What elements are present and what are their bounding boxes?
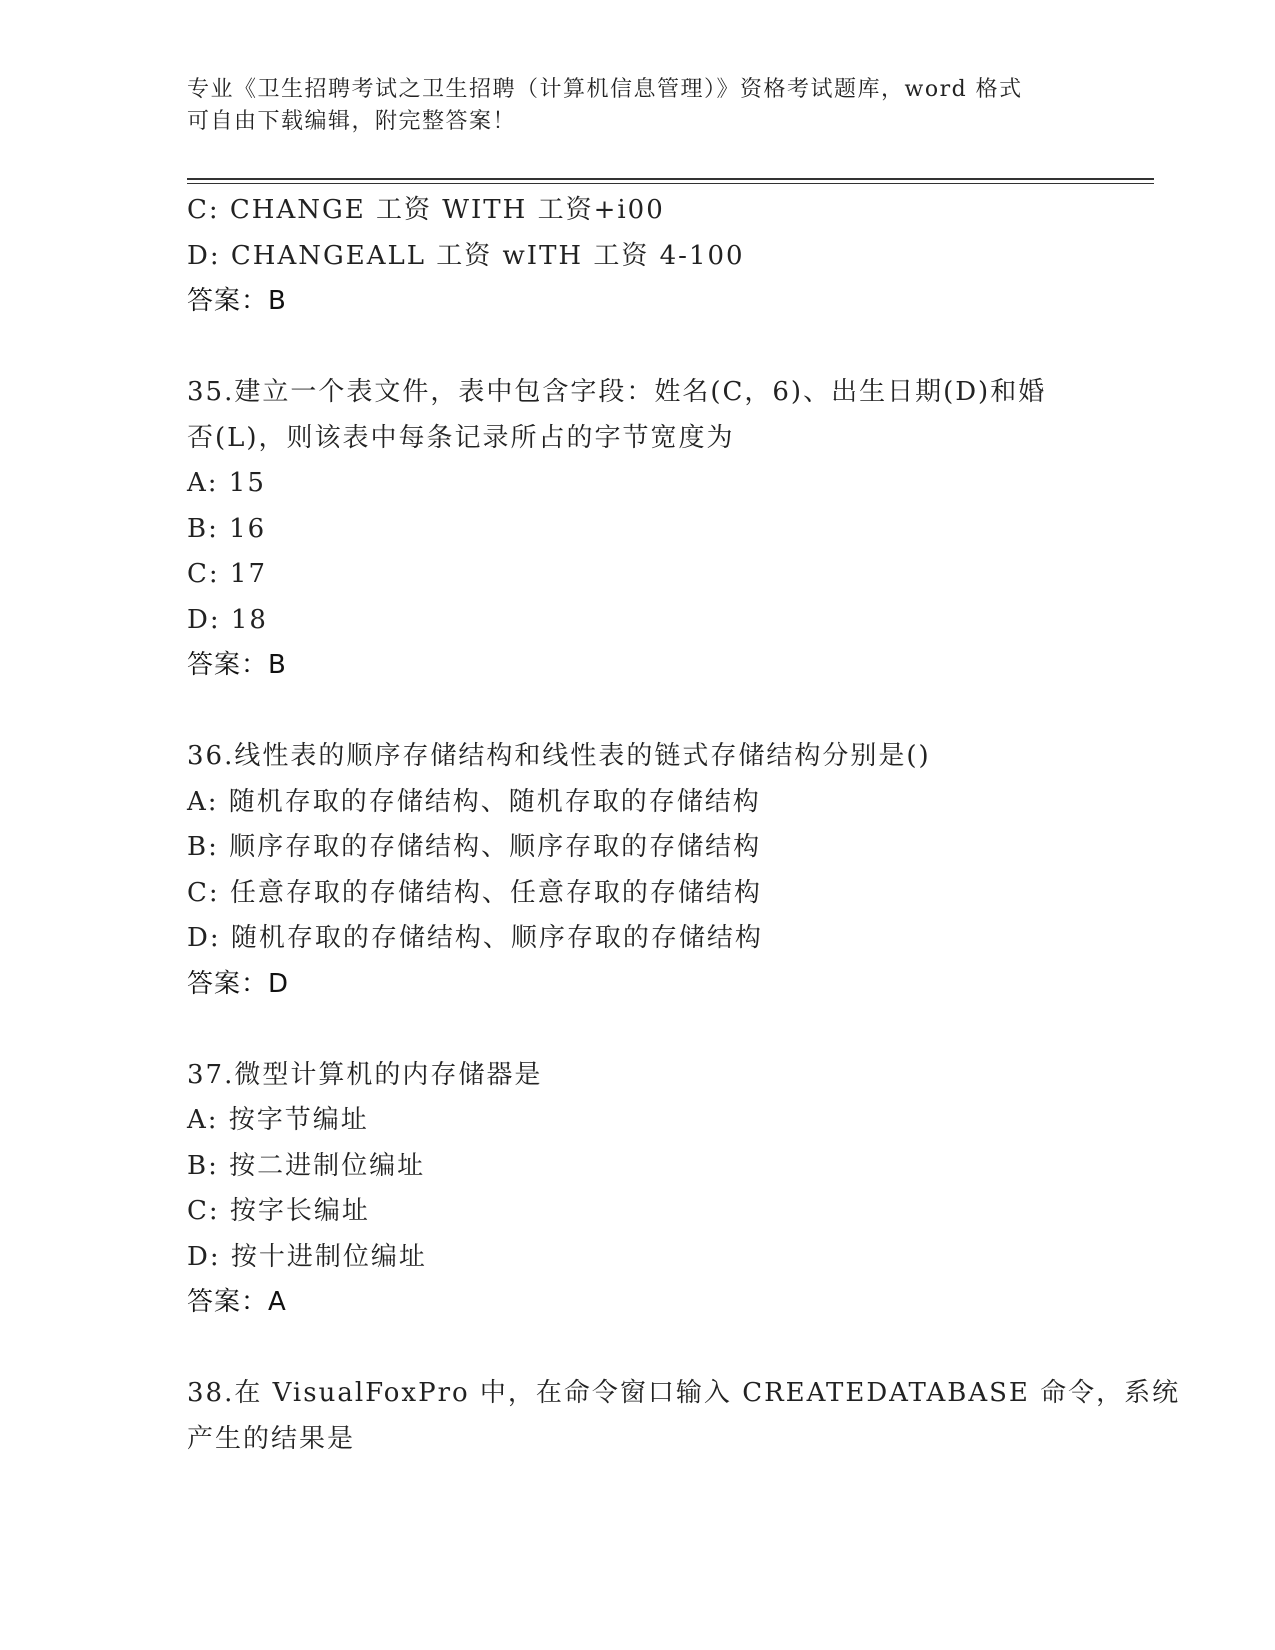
question-35 [187, 370, 1087, 689]
spacer [187, 325, 1087, 371]
question-34-continuation [187, 188, 1087, 325]
question-stem: 38.在 VisualFoxPro 中，在命令窗口输入 CREATEDATABASE 命令，系统 [187, 1378, 1181, 1408]
option-b: B: 顺序存取的存储结构、顺序存取的存储结构 [187, 832, 762, 862]
question-37 [187, 1053, 1087, 1326]
header-line-2: 可自由下载编辑，附完整答案！ [187, 109, 517, 134]
option-a: A: 按字节编址 [187, 1105, 369, 1135]
option-b: B: 16 [187, 513, 267, 544]
question-list [187, 188, 1181, 1462]
spacer [187, 1326, 1087, 1372]
question-stem: 否(L)，则该表中每条记录所占的字节宽度为 [187, 422, 735, 453]
spacer [187, 1007, 1087, 1053]
question-stem: 36.线性表的顺序存储结构和线性表的链式存储结构分别是() [187, 741, 931, 771]
answer-line: 答案：B [187, 650, 287, 680]
question-stem: 35.建立一个表文件，表中包含字段：姓名(C，6)、出生日期(D)和婚 [187, 377, 1047, 407]
option-d: D: CHANGEALL 工资 wITH 工资 4-100 [187, 240, 745, 271]
page-header [187, 74, 1087, 138]
question-38 [187, 1371, 1181, 1462]
option-a: A: 随机存取的存储结构、随机存取的存储结构 [187, 786, 761, 817]
option-d: D: 18 [187, 604, 268, 635]
option-d: D: 按十进制位编址 [187, 1241, 427, 1272]
answer-line: 答案：D [187, 968, 290, 999]
question-36 [187, 734, 1087, 1007]
header-line-1: 专业《卫生招聘考试之卫生招聘（计算机信息管理）》资格考试题库，word 格式 [187, 77, 1023, 102]
option-c: C: 17 [187, 559, 268, 589]
header-rule-thin [187, 183, 1154, 184]
answer-line: 答案：B [187, 286, 287, 316]
option-a: A: 15 [187, 468, 266, 498]
option-c: C: 按字长编址 [187, 1196, 370, 1226]
option-b: B: 按二进制位编址 [187, 1150, 426, 1181]
question-stem: 产生的结果是 [187, 1423, 356, 1454]
option-c: C: CHANGE 工资 WITH 工资+i00 [187, 195, 665, 225]
header-rule-thick [187, 178, 1154, 180]
question-stem: 37.微型计算机的内存储器是 [187, 1059, 543, 1090]
spacer [187, 689, 1087, 735]
option-c: C: 任意存取的存储结构、任意存取的存储结构 [187, 877, 762, 908]
option-d: D: 随机存取的存储结构、顺序存取的存储结构 [187, 923, 763, 953]
answer-line: 答案：A [187, 1287, 287, 1317]
